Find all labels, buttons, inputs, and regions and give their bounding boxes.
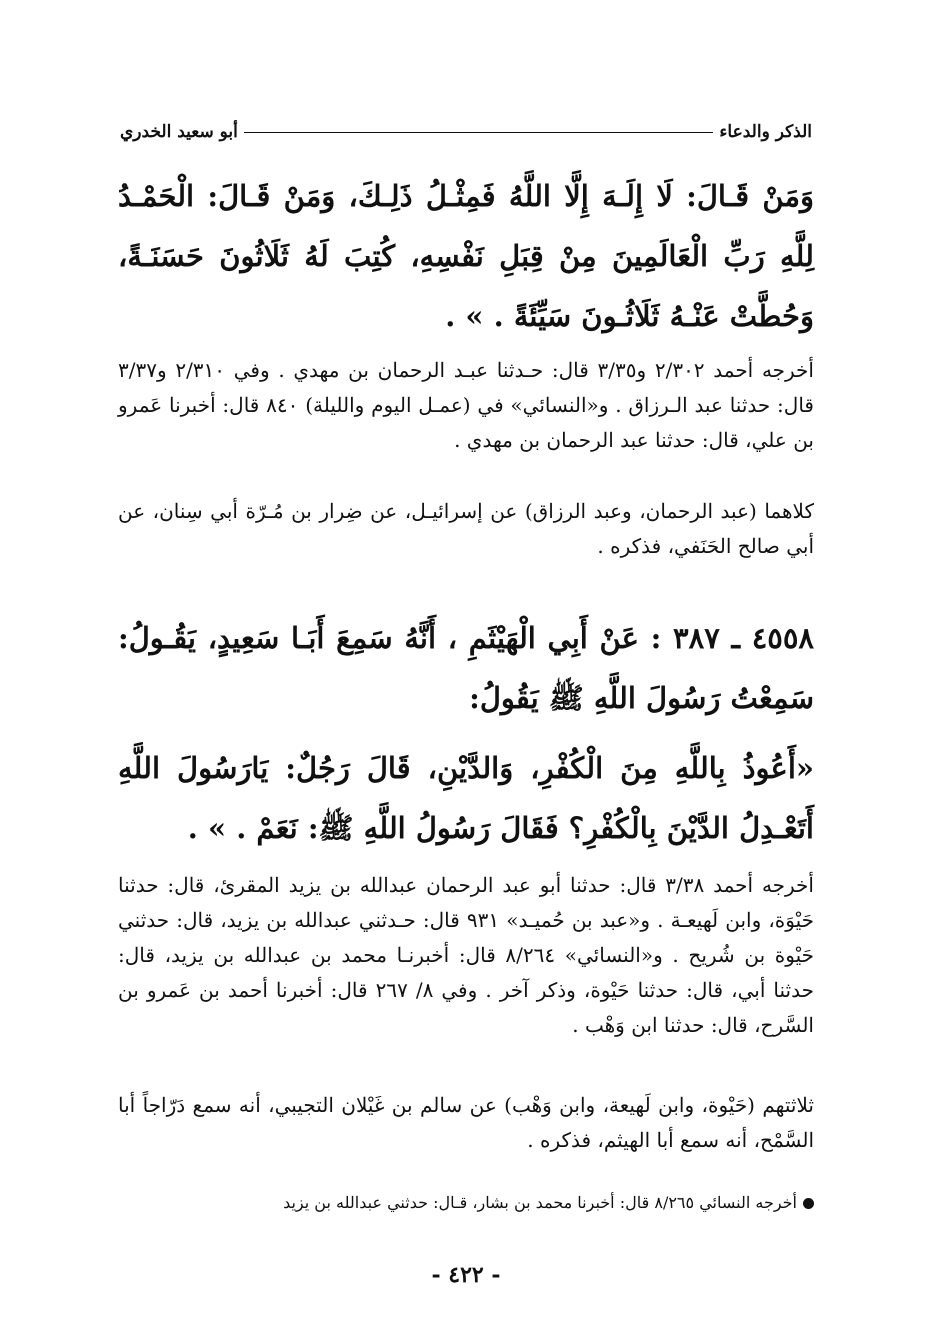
header-chapter-title: الذكر والدعاء bbox=[719, 122, 812, 142]
footnote bbox=[118, 1190, 814, 1216]
header-rule bbox=[244, 132, 714, 133]
takhrij-paragraph-2: أخرجه أحمد ٣/٣٨ قال: حدثنا أبو عبد الرحمان عبدالله بن يزيد المقرئ، قال: حدثنا حَيْوَة، وابن لَهيعـة . و«عبد بن حُميـد» ٩٣١ قال: حـدثني عبدالله بن يزيد، قال: حدثني حَيْوة بن شُريح . و«النسائي» ٨/٢٦٤ قال: أخبرنـا محمد بن عبدالله بن يزيد، قال: حدثنا أبي، قال: حدثنا حَيْوة، وذكر آخر . وفي ٨/ ٢٦٧ قال: أخبرنا أحمد بن عَمرو بن السَّرح، قال: حدثنا ابن وَهْب . bbox=[118, 873, 814, 1037]
running-header bbox=[120, 112, 812, 142]
chain-paragraph-2: ثلاثتهم (حَيْوة، وابن لَهيعة، وابن وَهْب) عن سالم بن غَيْلان التجيبي، أنه سمع دَرّاجاً أبا السَّمْح، أنه سمع أبا الهيثم، فذكره . bbox=[118, 1093, 814, 1152]
hadith-4558-intro: ٤٥٥٨ ـ ٣٨٧ : عَنْ أَبِي الْهَيْثَمِ ، أَنَّهُ سَمِعَ أَبَـا سَعِيدٍ، يَقُـولُ: سَمِعْتُ رَسُولَ اللَّهِ ﷺ يَقُولُ: bbox=[118, 621, 814, 715]
hadith-continuation: وَمَنْ قَـالَ: لَا إِلَـهَ إِلَّا اللَّهُ فَمِثْـلُ ذَلِـكَ، وَمَنْ قَـالَ: الْحَمْـدُ لِلَّهِ رَبِّ الْعَالَمِينَ مِنْ قِبَلِ نَفْسِهِ، كُتِبَ لَهُ ثَلَاثُونَ حَسَنَـةً، وَحُطَّتْ عَنْـهُ ثَلَاثُـونَ سَيِّئَةً . » . bbox=[118, 179, 814, 333]
footnote-text: أخرجه النسائي ٨/٢٦٥ قال: أخبرنا محمد بن بشار، قـال: حدثني عبدالله بن يزيد bbox=[283, 1193, 797, 1212]
header-narrator-name: أبو سعيد الخدري bbox=[120, 122, 238, 142]
page-number: - ٤٢٢ - bbox=[431, 1262, 501, 1288]
hadith-4558-text: «أَعُوذُ بِاللَّهِ مِنَ الْكُفْرِ، وَالدَّيْنِ، قَالَ رَجُلٌ: يَارَسُولَ اللَّهِ أَتَعْـدِلُ الدَّيْنَ بِالْكُفْرِ؟ فَقَالَ رَسُولُ اللَّهِ ﷺ: نَعَمْ . » . bbox=[118, 751, 814, 845]
takhrij-paragraph-1: أخرجه أحمد ٢/٣٠٢ و٣/٣٥ قال: حـدثنا عبـد الرحمان بن مهدي . وفي ٢/٣١٠ و٣/٣٧ قال: حدثنا عبد الـرزاق . و«النسائي» في (عمـل اليوم والليلة) ٨٤٠ قال: أخبرنا عَمرو بن علي، قال: حدثنا عبد الرحمان بن مهدي . bbox=[118, 358, 814, 452]
bullet-icon bbox=[803, 1198, 814, 1209]
chain-paragraph-1: كلاهما (عبد الرحمان، وعبد الرزاق) عن إسرائيـل، عن ضِرار بن مُـرّة أبي سِنان، عن أبي صالح الحَنَفي، فذكره . bbox=[118, 499, 814, 558]
